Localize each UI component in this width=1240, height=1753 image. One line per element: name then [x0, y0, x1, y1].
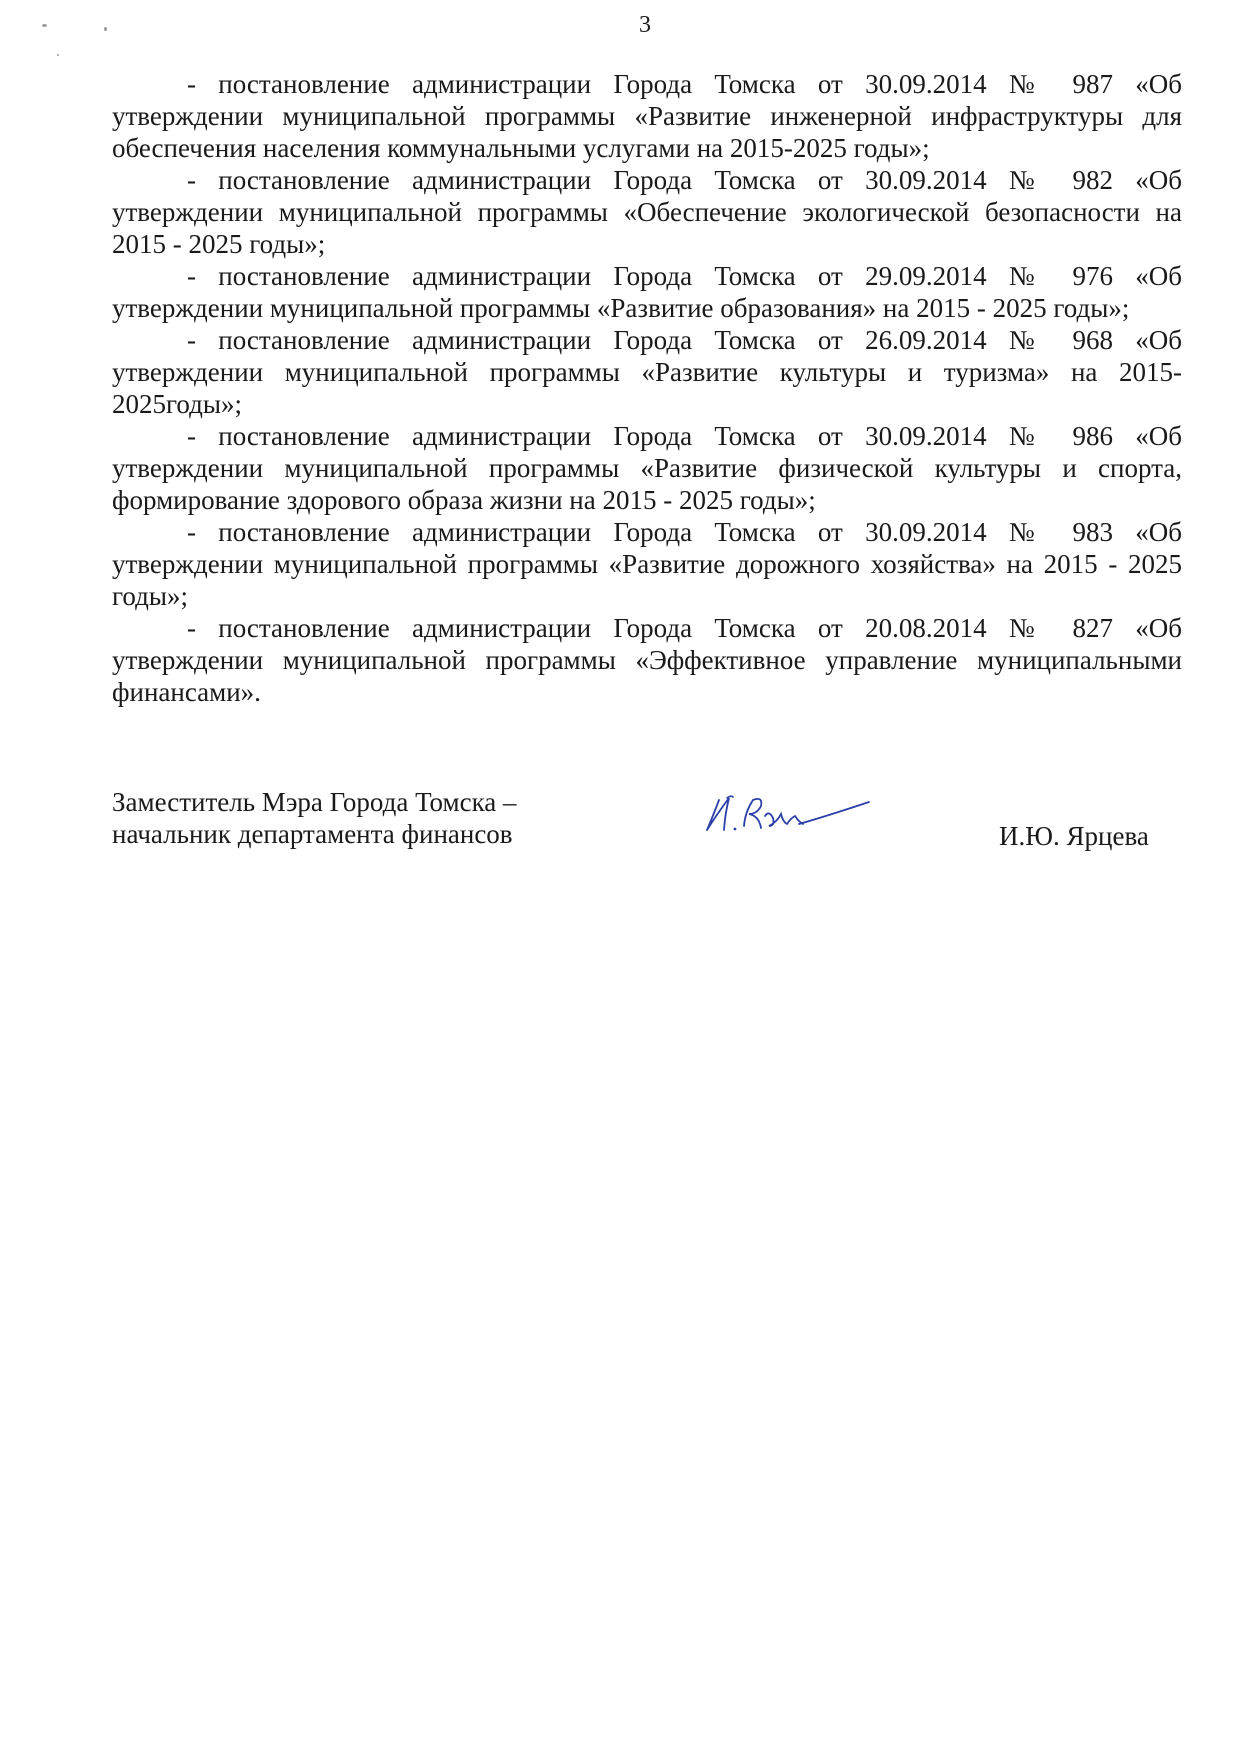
handwritten-signature: [697, 786, 877, 846]
signatory-position-line: начальник департамента финансов: [112, 819, 513, 849]
signatory-position-line: Заместитель Мэра Города Томска –: [112, 787, 517, 817]
list-item: - постановление администрации Города Томска от 20.08.2014 № 827 «Об утверждении муниципальной программы «Эффективное управление муниципальными финансами».: [112, 613, 1182, 707]
list-item: - постановление администрации Города Томска от 29.09.2014 № 976 «Об утверждении муниципальной программы «Развитие образования» на 2015 - 2025 годы»;: [112, 261, 1182, 323]
list-item: - постановление администрации Города Томска от 30.09.2014 № 983 «Об утверждении муниципальной программы «Развитие дорожного хозяйства» на 2015 - 2025 годы»;: [112, 517, 1182, 611]
document-body: [112, 68, 1182, 708]
list-item: - постановление администрации Города Томска от 26.09.2014 № 968 «Об утверждении муниципальной программы «Развитие культуры и туризма» на 2015-2025годы»;: [112, 325, 1182, 419]
signatory-position: [112, 786, 592, 850]
list-item: - постановление администрации Города Томска от 30.09.2014 № 986 «Об утверждении муниципальной программы «Развитие физической культуры и спорта, формирование здорового образа жизни на 2015 - 2025 годы»;: [112, 421, 1182, 515]
list-item: - постановление администрации Города Томска от 30.09.2014 № 987 «Об утверждении муниципальной программы «Развитие инженерной инфраструктуры для обеспечения населения коммунальными услугами на 2015-2025 годы»;: [112, 69, 1182, 163]
list-item: - постановление администрации Города Томска от 30.09.2014 № 982 «Об утверждении муниципальной программы «Обеспечение экологической безопасности на 2015 - 2025 годы»;: [112, 165, 1182, 259]
signature-block: [112, 786, 1192, 866]
signatory-name: И.Ю. Ярцева: [999, 821, 1149, 851]
page-number: 3: [639, 12, 651, 38]
scan-speck: [57, 54, 59, 56]
